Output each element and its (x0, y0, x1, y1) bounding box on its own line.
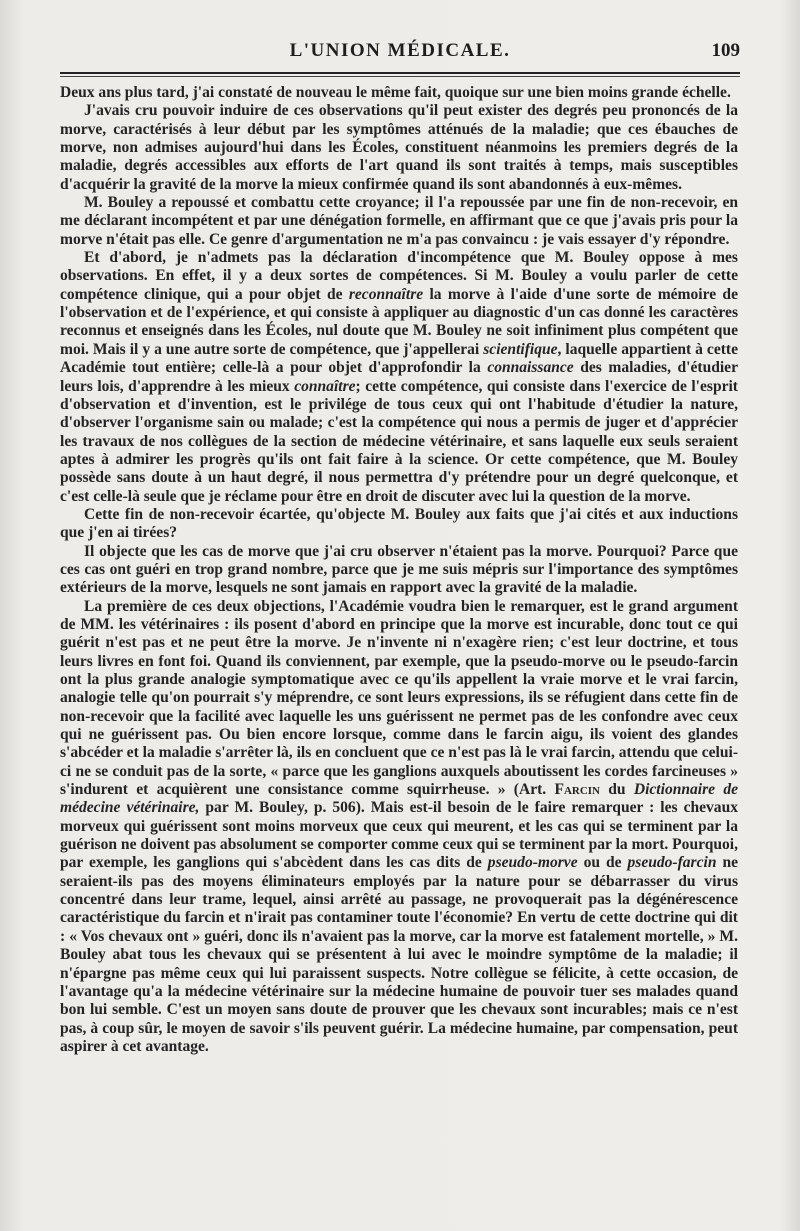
paragraph-5: Cette fin de non-recevoir écartée, qu'objecte M. Bouley aux faits que j'ai cités et aux inductions que j'en ai tirées? (60, 505, 738, 542)
running-title: L'UNION MÉDICALE. (289, 40, 511, 61)
paragraph-6: Il objecte que les cas de morve que j'ai cru observer n'étaient pas la morve. Pourquoi? Parce que ces cas ont guéri en trop grand nombre, parce que je me suis mépris sur l'importance des symptômes extérieurs de la morve, lesquels ne sont jamais en rapport avec la gravité de la maladie. (60, 542, 738, 597)
page-number: 109 (711, 40, 740, 61)
paragraph-1: Deux ans plus tard, j'ai constaté de nouveau le même fait, quoique sur une bien moins grande échelle. (60, 84, 731, 101)
article-body (60, 84, 738, 1056)
paragraph-7: La première de ces deux objections, l'Académie voudra bien le remarquer, est le grand argument de MM. les vétérinaires : ils posent d'abord en principe que la morve est incurable, donc tout ce qui guérit n'est pas et ne peut être la morve. Je n'invente ni n'exagère rien; c'est leur doctrine, et tous leurs livres en font foi. Quand ils conviennent, par exemple, que la pseudo-morve ou le pseudo-farcin ont la plus grande analogie symptomatique avec ce qu'ils appellent la vraie morve et le vrai farcin, analogie telle qu'on pourrait s'y méprendre, ce sont leurs expressions, ils se réfugient dans cette fin de non-recevoir que la facilité avec laquelle les uns guérissent ne permet pas de les confondre avec ceux qui ne guérissent pas. Ou bien encore lorsque, comme dans le farcin aigu, ils voient des glandes s'abcéder et la maladie s'arrêter là, ils en concluent que ce n'est pas là le vrai farcin, attendu que celui-ci ne se conduit pas de la sorte, « parce que les ganglions auxquels aboutissent les cordes farcineuses » s'indurent et acquièrent une consistance comme squirrheuse. » (Art. Farcin du Dictionnaire de médecine vétérinaire, par M. Bouley, p. 506). Mais est-il besoin de le faire remarquer : les chevaux morveux qui guérissent sont moins morveux que ceux qui meurent, et les cas qui se terminent par la guérison ne doivent pas absolument se comporter comme ceux qui se terminent par la mort. Pourquoi, par exemple, les ganglions qui s'abcèdent dans les cas dits de pseudo-morve ou de pseudo-farcin ne seraient-ils pas des moyens éliminateurs employés par la nature pour se débarrasser du virus concentré dans leur trame, lequel, ainsi arrêté au passage, ne provoquerait pas la dégénérescence caractéristique du farcin et n'irait pas contaminer toute l'économie? En vertu de cette doctrine qui dit : « Vos chevaux ont » guéri, donc ils n'avaient pas la morve, car la morve est fatalement mortelle, » M. Bouley abat tous les chevaux qui se présentent à lui avec le moindre symptôme de la maladie; il n'épargne pas même ceux qui lui paraissent suspects. Notre collègue se félicite, à cette occasion, de l'avantage qu'a la médecine vétérinaire sur la médecine humaine de pouvoir tuer ses malades quand bon lui semble. C'est un moyen sans doute de prouver que les chevaux sont incurables; mais ce n'est pas, à coup sûr, le moyen de savoir s'ils peuvent guérir. La médecine humaine, par compensation, peut aspirer à cet avantage. (60, 597, 738, 1055)
paragraph-3: M. Bouley a repoussé et combattu cette croyance; il l'a repoussée par une fin de non-recevoir, en me déclarant incompétent et par une dénégation formelle, en affirmant que ce que j'avais pris pour la morve n'était pas elle. Ce genre d'argumentation ne m'a pas convaincu : je vais essayer d'y répondre. (60, 194, 738, 248)
paragraph-2: J'avais cru pouvoir induire de ces observations qu'il peut exister des degrés peu prononcés de la morve, caractérisés à leur début par les symptômes atténués de la maladie; que ces ébauches de morve, non admises aujourd'hui dans les Écoles, constituent néanmoins les premiers degrés de la maladie, degrés accessibles aux efforts de l'art quand ils sont traités à temps, mais susceptibles d'acquérir la gravité de la morve la mieux confirmée quand ils sont abandonnés à eux-mêmes. (60, 102, 738, 193)
header-rule (60, 72, 740, 77)
paragraph-4: Et d'abord, je n'admets pas la déclaration d'incompétence que M. Bouley oppose à mes observations. En effet, il y a deux sortes de compétences. Si M. Bouley a voulu parler de cette compétence clinique, qui a pour objet de reconnaître la morve à l'aide d'une sorte de mémoire de l'observation et de l'expérience, et qui consiste à appliquer au diagnostic d'un cas donné les caractères reconnus et enseignés dans les Écoles, nul doute que M. Bouley ne soit infiniment plus compétent que moi. Mais il y a une autre sorte de compétence, que j'appellerai scientifique, laquelle appartient à cette Académie tout entière; celle-là a pour objet d'approfondir la connaissance des maladies, d'étudier leurs lois, d'apprendre à les mieux connaître; cette compétence, qui consiste dans l'exercice de l'esprit d'observation et d'invention, est le privilége de tous ceux qui ont l'habitude d'étudier la nature, d'observer l'organisme sain ou malade; c'est la compétence qui nous a permis de juger et d'apprécier les travaux de nos collègues de la section de médecine vétérinaire, et sans laquelle eux seuls seraient aptes à admirer les progrès qu'ils ont fait faire à la science. Or cette compétence, que M. Bouley possède sans doute à un haut degré, il nous permettra d'y prétendre pour un degré quelconque, et c'est celle-là seule que je réclame pour être en droit de discuter avec lui la question de la morve. (60, 249, 738, 505)
page-header (60, 40, 740, 70)
